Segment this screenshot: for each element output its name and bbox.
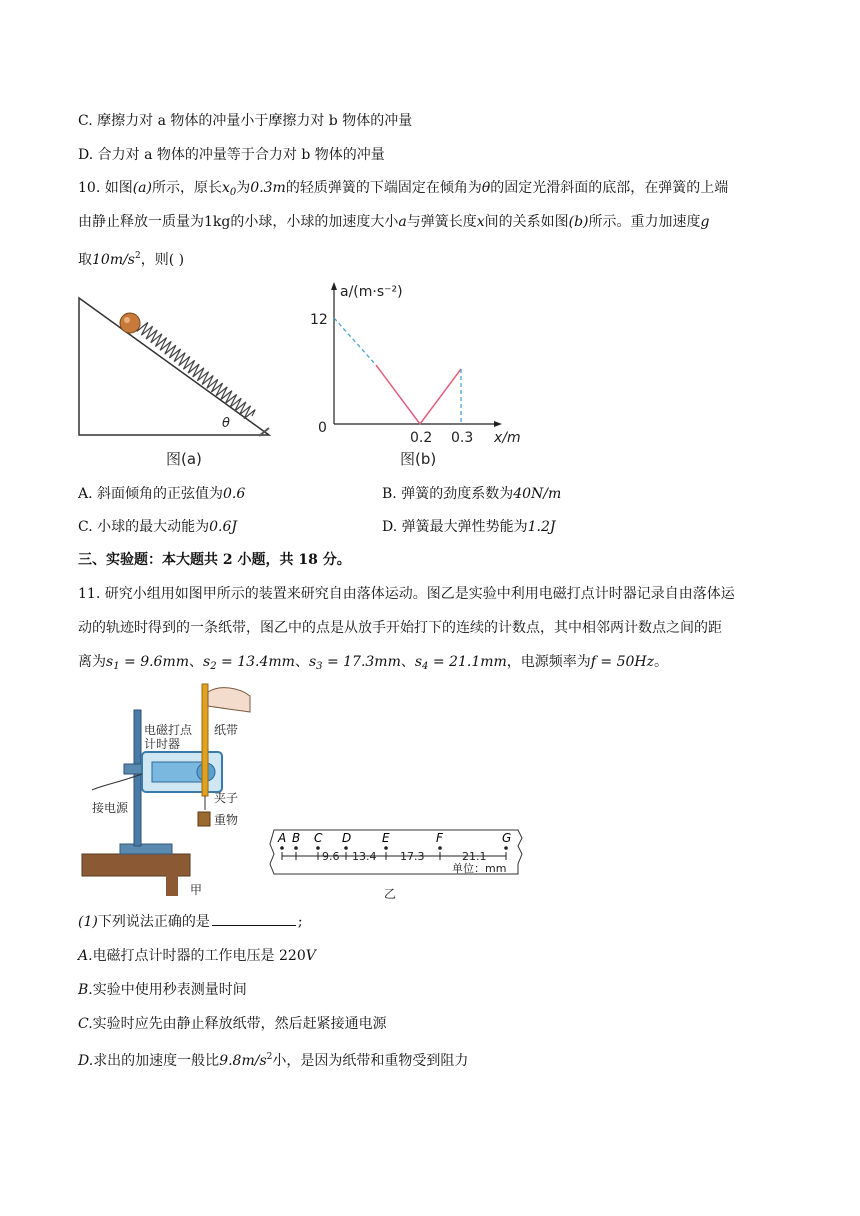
q11-sub1: (1)下列说法正确的是 ; <box>78 914 303 930</box>
y-tick-12: 12 <box>310 312 328 328</box>
q10-option-b: B. 弹簧的劲度系数为40N/m <box>382 486 562 502</box>
q11-option-d: D.求出的加速度一般比$9.8m/s^2$小，是因为纸带和重物受到阻力 <box>78 1052 469 1069</box>
power-label: 接电源 <box>92 801 129 815</box>
distance-9.6: 9.6 <box>322 850 340 863</box>
point-a-label: A <box>278 831 287 845</box>
ball-highlight <box>124 317 130 323</box>
figure-a-caption: 图(a) <box>166 450 202 468</box>
clip-label: 夹子 <box>214 791 239 805</box>
unit-label: 单位：mm <box>452 862 507 875</box>
line-segment-decreasing <box>376 365 420 424</box>
q11-stem-line1: 11. 研究小组用如图甲所示的装置来研究自由落体运动。图乙是实验中利用电磁打点计时器记录自由落体运 <box>78 586 735 602</box>
table-top <box>82 854 190 876</box>
q11-option-b: B.实验中使用秒表测量时间 <box>78 982 247 998</box>
figure-yi-caption: 乙 <box>384 887 397 901</box>
figure-yi-tape <box>266 826 530 902</box>
figure-jia-caption: 甲 <box>190 883 203 897</box>
y-axis-arrow <box>331 282 337 290</box>
ball <box>120 313 140 333</box>
distance-13.4: 13.4 <box>352 850 377 863</box>
table-leg <box>166 874 178 896</box>
figure-b-caption: 图(b) <box>400 450 437 468</box>
origin-label: 0 <box>318 420 327 436</box>
hand-icon <box>208 688 250 712</box>
distance-17.3: 17.3 <box>400 850 425 863</box>
stand-rod <box>134 710 141 846</box>
point-b-label: B <box>292 831 301 845</box>
timer-label-2: 计时器 <box>144 737 181 751</box>
x-axis-arrow <box>494 421 502 427</box>
y-axis-label: a/(m·s⁻²) <box>340 284 403 300</box>
q11-option-a: A.电磁打点计时器的工作电压是 220V <box>78 948 316 964</box>
q11-option-c: C.实验时应先由静止释放纸带，然后赶紧接通电源 <box>78 1016 387 1032</box>
timer-coil <box>152 762 202 782</box>
point-c-label: C <box>314 831 323 845</box>
x-tick-0.3: 0.3 <box>451 430 474 446</box>
theta-label: θ <box>222 416 230 431</box>
paper-tape <box>202 684 208 796</box>
point-d-label: D <box>342 831 352 845</box>
q9-option-d: D. 合力对 a 物体的冲量等于合力对 b 物体的冲量 <box>78 147 385 163</box>
q9-option-c: C. 摩擦力对 a 物体的冲量小于摩擦力对 b 物体的冲量 <box>78 113 413 129</box>
q11-stem-line2: 动的轨迹时得到的一条纸带，图乙中的点是从放手开始打下的连续的计数点，其中相邻两计数点之间的距 <box>78 620 722 636</box>
q10-stem-line2: 由静止释放一质量为1kg的小球，小球的加速度大小a与弹簧长度x间的关系如图(b)所示。重力加速度g <box>78 214 710 230</box>
q11-stem-line3: 离为$s_1 = 9.6mm$、$s_2 = 13.4mm$、$s_3 = 17.3mm$、$s_4 = 21.1mm$，电源频率为f = 50Hz。 <box>78 654 668 672</box>
timer-label-1: 电磁打点 <box>144 723 193 737</box>
section-3-heading: 三、实验题：本大题共 2 小题，共 18 分。 <box>78 552 351 568</box>
q10-stem-line1: 10. 如图(a)所示，原长$x_0$为0.3m的轻质弹簧的下端固定在倾角为θ的固定光滑斜面的底部，在弹簧的上端 <box>78 180 729 198</box>
distance-21.1: 21.1 <box>462 850 487 863</box>
q10-option-a: A. 斜面倾角的正弦值为0.6 <box>78 486 246 502</box>
answer-blank[interactable] <box>212 913 296 926</box>
tape-label: 纸带 <box>214 723 239 737</box>
figure-a-incline <box>74 288 294 474</box>
x-axis-label: x/m <box>494 430 521 446</box>
point-f-label: F <box>436 831 443 845</box>
q10-option-d: D. 弹簧最大弹性势能为1.2J <box>382 519 556 535</box>
point-g-label: G <box>502 831 512 845</box>
q10-option-c: C. 小球的最大动能为0.6J <box>78 519 238 535</box>
x-tick-0.2: 0.2 <box>410 430 433 446</box>
weight-label: 重物 <box>214 813 239 827</box>
dashed-segment-left <box>334 318 376 365</box>
q10-stem-line3: 取$10m/s^2$，则( ) <box>78 251 185 268</box>
figure-b-graph <box>304 280 534 472</box>
line-segment-increasing <box>420 369 461 424</box>
weight-block <box>198 812 210 826</box>
figure-jia-apparatus <box>80 682 266 898</box>
point-e-label: E <box>382 831 390 845</box>
stand-base <box>120 844 172 854</box>
